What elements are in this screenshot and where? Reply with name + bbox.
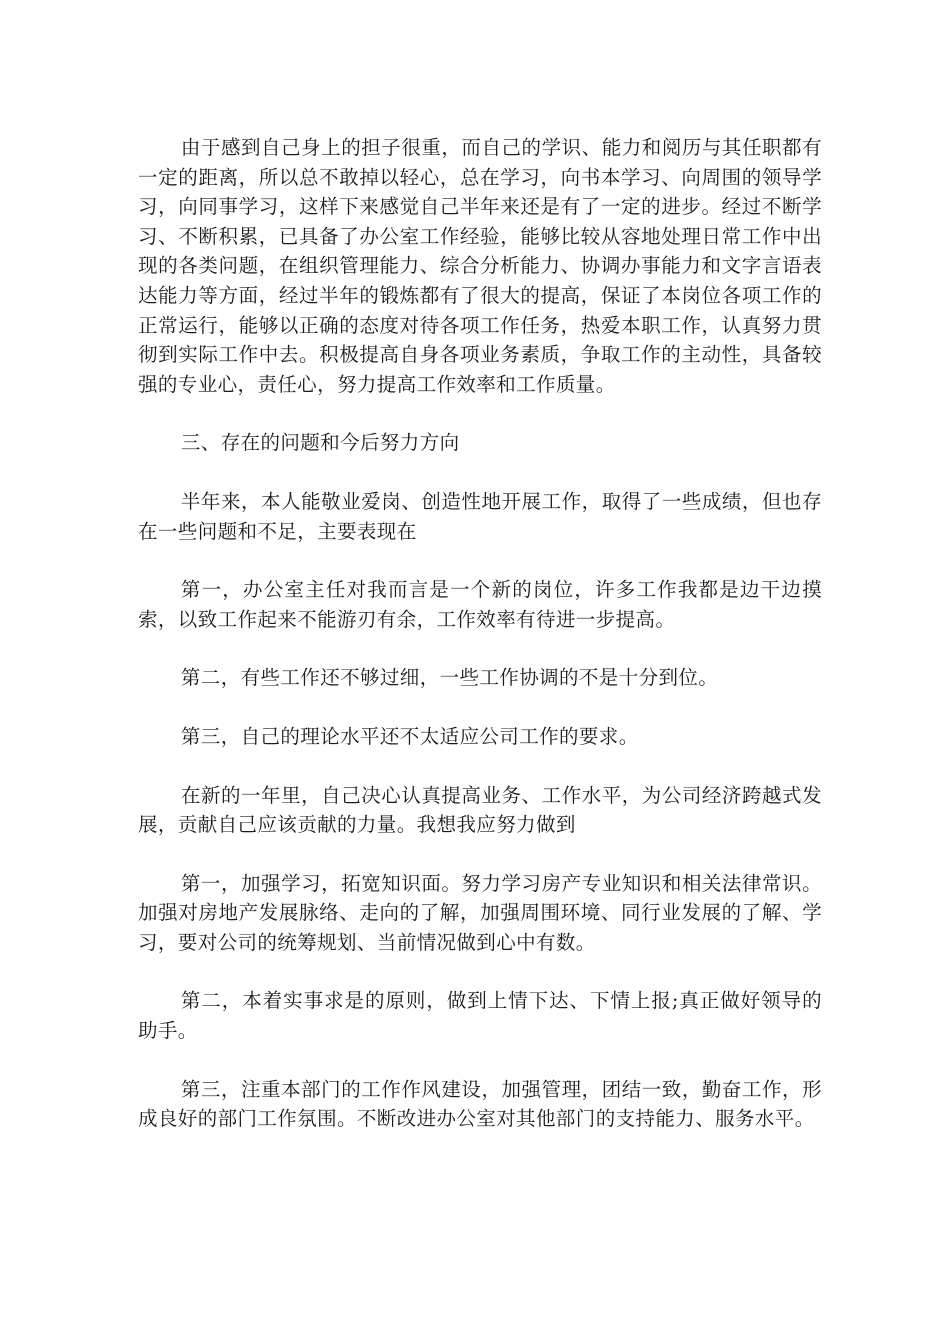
paragraph-plan-second: 第二，本着实事求是的原则，做到上情下达、下情上报;真正做好领导的助手。 [138, 989, 822, 1043]
paragraph-spacer [138, 693, 822, 722]
section-heading-problems-and-direction: 三、存在的问题和今后努力方向 [180, 431, 460, 455]
paragraph-spacer [138, 752, 822, 781]
paragraph-plan-third: 第三，注重本部门的工作作风建设，加强管理，团结一致，勤奋工作，形成良好的部门工作氛围。不断改进办公室对其他部门的支持能力、服务水平。 [138, 1077, 822, 1131]
paragraph-spacer [138, 1046, 822, 1075]
paragraph-spacer [138, 957, 822, 986]
paragraph-spacer [138, 840, 822, 869]
paragraph-spacer [138, 634, 822, 663]
paragraph-problem-third: 第三，自己的理论水平还不太适应公司工作的要求。 [180, 724, 639, 748]
paragraph-spacer [138, 458, 822, 487]
paragraph-new-year-resolution: 在新的一年里，自己决心认真提高业务、工作水平，为公司经济跨越式发展，贡献自己应该贡献的力量。我想我应努力做到 [138, 783, 822, 837]
paragraph-problem-second: 第二，有些工作还不够过细，一些工作协调的不是十分到位。 [180, 666, 719, 690]
paragraph-spacer [138, 546, 822, 575]
paragraph-spacer [138, 399, 822, 428]
paragraph-problem-first: 第一，办公室主任对我而言是一个新的岗位，许多工作我都是边干边摸索，以致工作起来不能游刃有余，工作效率有待进一步提高。 [138, 578, 822, 631]
paragraph-plan-first: 第一，加强学习，拓宽知识面。努力学习房产专业知识和相关法律常识。加强对房地产发展脉络、走向的了解，加强周围环境、同行业发展的了解、学习，要对公司的统筹规划、当前情况做到心中有数。 [138, 871, 822, 954]
paragraph-half-year-summary: 半年来，本人能敬业爱岗、创造性地开展工作，取得了一些成绩，但也存在一些问题和不足，主要表现在 [138, 489, 822, 543]
paragraph-self-improvement: 由于感到自己身上的担子很重，而自己的学识、能力和阅历与其任职都有一定的距离，所以总不敢掉以轻心，总在学习，向书本学习、向周围的领导学习，向同事学习，这样下来感觉自己半年来还是有了一定的进步。经过不断学习、不断积累，已具备了办公室工作经验，能够比较从容地处理日常工作中出现的各类问题，在组织管理能力、综合分析能力、协调办事能力和文字言语表达能力等方面，经过半年的锻炼都有了很大的提高，保证了本岗位各项工作的正常运行，能够以正确的态度对待各项工作任务，热爱本职工作，认真努力贯彻到实际工作中去。积极提高自身各项业务素质，争取工作的主动性，具备较强的专业心，责任心，努力提高工作效率和工作质量。 [138, 136, 822, 396]
document-body [138, 133, 822, 1134]
